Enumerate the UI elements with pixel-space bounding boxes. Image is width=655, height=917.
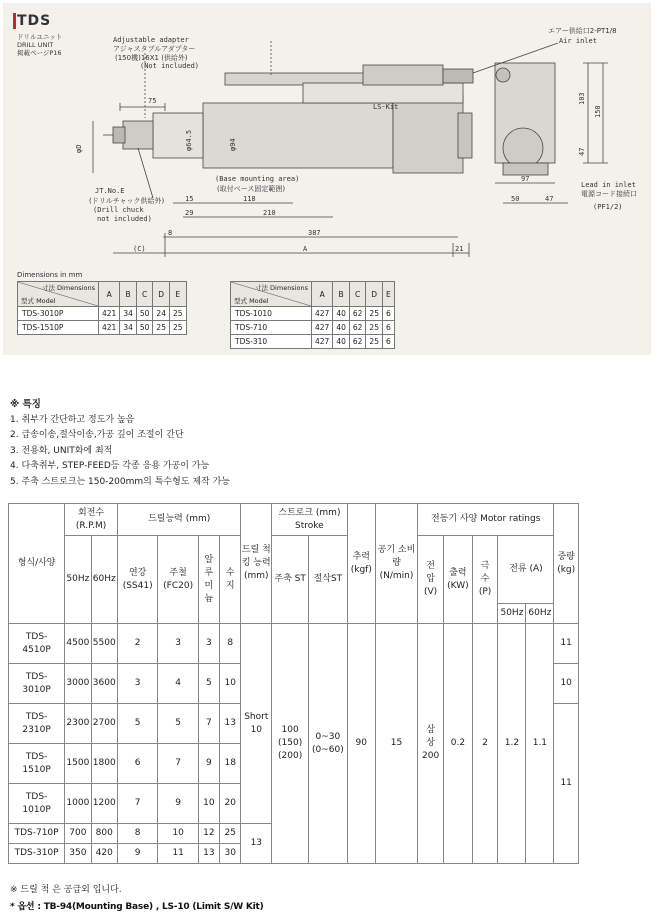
dim-a: A (303, 245, 308, 253)
rpm-50-cell: 350 (65, 844, 91, 864)
rpm-50-cell: 700 (65, 824, 91, 844)
rpm-50-cell: 4500 (65, 624, 91, 664)
cast-cell: 11 (158, 844, 198, 864)
lead-inlet-spec: (PF1/2) (593, 203, 623, 211)
weight-cell: 11 (554, 624, 579, 664)
voltage-cell: 삼상 200 (418, 624, 444, 864)
chuck-13-cell: 13 (241, 824, 272, 864)
steel-cell: 7 (117, 784, 157, 824)
header-thrust: 추력 (kgf) (347, 504, 375, 624)
model-cell: TDS-1010 (231, 307, 312, 321)
rpm-50-cell: 2300 (65, 704, 91, 744)
chuck-jp: (ドリルチャック供給外) (89, 197, 165, 205)
unit-head (393, 95, 463, 173)
base-area-en: (Base mounting area) (215, 175, 300, 183)
chuck-short-cell: Short 10 (241, 624, 272, 824)
rpm-60-cell: 5500 (91, 624, 117, 664)
corner-bottom: 型式 Model (234, 297, 269, 305)
corner-top: 寸法 Dimensions (41, 284, 95, 292)
air-cell: 15 (375, 624, 417, 864)
weight-cell: 10 (554, 664, 579, 704)
current-50-cell: 1.2 (498, 624, 526, 864)
header-cast-iron: 주철 (FC20) (158, 536, 198, 624)
rpm-60-cell: 2700 (91, 704, 117, 744)
header-output: 출력 (KW) (444, 536, 472, 624)
thrust-cell: 90 (347, 624, 375, 864)
output-cell: 0.2 (444, 624, 472, 864)
dim-47-vertical: 47 (578, 147, 586, 156)
value-cell: 421 (99, 307, 120, 321)
resin-cell: 30 (219, 844, 241, 864)
spec-table (8, 503, 579, 864)
steel-cell: 8 (117, 824, 157, 844)
rpm-60-cell: 1800 (91, 744, 117, 784)
adapter-note: (Not included) (140, 62, 200, 70)
cast-cell: 7 (158, 744, 198, 784)
header-60hz: 60Hz (91, 536, 117, 624)
model-cell: TDS-2310P (9, 704, 65, 744)
model-cell: TDS-1010P (9, 784, 65, 824)
value-cell: 50 (136, 321, 153, 335)
value-cell: 34 (120, 307, 137, 321)
cut-st-cell: 0~30 (0~60) (309, 624, 347, 864)
value-cell: 25 (169, 321, 186, 335)
dim-97: 97 (521, 175, 530, 183)
chuck-en2: not included) (97, 215, 152, 223)
cast-cell: 9 (158, 784, 198, 824)
header-model: 형식/사양 (9, 504, 65, 624)
dimension-table-right (230, 281, 395, 349)
header-steel: 연강 (SS41) (117, 536, 157, 624)
features-section (10, 397, 230, 490)
resin-cell: 13 (219, 704, 241, 744)
header-cut-st: 절삭ST (309, 536, 347, 624)
header-stroke: 스트로크 (mm) Stroke (272, 504, 347, 536)
value-cell: 427 (312, 307, 333, 321)
value-cell: 427 (312, 321, 333, 335)
rpm-50-cell: 1500 (65, 744, 91, 784)
value-cell: 24 (153, 307, 170, 321)
value-cell: 25 (366, 321, 383, 335)
resin-cell: 25 (219, 824, 241, 844)
dim-75: 75 (148, 97, 157, 105)
dim-29: 29 (185, 209, 194, 217)
corner-cell (231, 282, 312, 307)
options-note: * 옵션 : TB-94(Mounting Base) , LS-10 (Limit S/W Kit) (10, 902, 264, 912)
alu-cell: 3 (198, 624, 219, 664)
dim-103: 103 (578, 92, 586, 105)
feature-item: 5. 주축 스트로크는 150-200mm의 특수형도 제작 가능 (10, 476, 230, 487)
header-motor: 전동기 사양 Motor ratings (418, 504, 554, 536)
resin-cell: 18 (219, 744, 241, 784)
dim-47-horizontal: 47 (545, 195, 554, 203)
header-chuck: 드릴 척킹 능력 (mm) (241, 504, 272, 624)
header-drill-capacity: 드릴능력 (mm) (117, 504, 241, 536)
feature-item: 2. 급송이송,절삭이송,가공 깊이 조절이 간단 (10, 430, 184, 440)
poles-cell: 2 (472, 624, 498, 864)
dim-8: 8 (168, 229, 173, 237)
header-resin: 수지 (219, 536, 241, 624)
chuck-note: ※ 드릴 척 은 공급외 입니다. (10, 885, 122, 895)
value-cell: 25 (169, 307, 186, 321)
alu-cell: 7 (198, 704, 219, 744)
dim-21: 21 (455, 245, 464, 253)
header-weight: 중량 (kg) (554, 504, 579, 624)
lead-inlet-en: Lead in inlet (581, 181, 636, 189)
rpm-60-cell: 3600 (91, 664, 117, 704)
value-cell: 6 (382, 335, 394, 349)
model-cell: TDS-3010P (9, 664, 65, 704)
corner-cell (18, 282, 99, 307)
alu-cell: 10 (198, 784, 219, 824)
model-cell: TDS-310 (231, 335, 312, 349)
ls-kit-label: LS-Kit (373, 103, 399, 111)
dim-150: 150 (594, 105, 602, 118)
chuck-en1: (Drill chuck (93, 206, 144, 214)
adapter-label-en: Adjustable adapter (113, 36, 189, 44)
dimensions-label: Dimensions in mm (17, 271, 83, 279)
drill-chuck (123, 121, 153, 149)
model-cell: TDS-3010P (18, 307, 99, 321)
base-area-jp: (取付ベース固定範囲) (217, 185, 286, 193)
value-cell: 427 (312, 335, 333, 349)
dim-phi-d: φD (75, 144, 83, 153)
value-cell: 25 (153, 321, 170, 335)
weight-cell: 11 (554, 704, 579, 864)
air-inlet-jp: エアー供給口2-PT1/8 (548, 27, 617, 35)
dim-15: 15 (185, 195, 194, 203)
value-cell: 25 (366, 335, 383, 349)
col-header: B (333, 282, 350, 307)
current-60-cell: 1.1 (526, 624, 554, 864)
table-row (231, 321, 395, 335)
resin-cell: 20 (219, 784, 241, 824)
value-cell: 34 (120, 321, 137, 335)
rpm-60-cell: 800 (91, 824, 117, 844)
drawing-title: TDS (17, 13, 52, 29)
model-cell: TDS-710 (231, 321, 312, 335)
title-accent-bar (13, 13, 16, 29)
cast-cell: 3 (158, 624, 198, 664)
cast-cell: 10 (158, 824, 198, 844)
model-cell: TDS-310P (9, 844, 65, 864)
rpm-60-cell: 1200 (91, 784, 117, 824)
steel-cell: 2 (117, 624, 157, 664)
header-current-60hz: 60Hz (526, 604, 554, 624)
corner-top: 寸法 Dimensions (254, 284, 308, 292)
model-cell: TDS-1510P (9, 744, 65, 784)
header-voltage: 전압 (V) (418, 536, 444, 624)
alu-cell: 13 (198, 844, 219, 864)
table-row (18, 321, 187, 335)
resin-cell: 10 (219, 664, 241, 704)
col-header: E (169, 282, 186, 307)
lead-inlet-jp: 電源コード接続口 (581, 190, 637, 198)
col-header: E (382, 282, 394, 307)
subtitle-en: DRILL UNIT (17, 41, 54, 49)
adapter-spec: (150機)16X1 (供給外) (115, 54, 188, 62)
model-cell: TDS-1510P (18, 321, 99, 335)
value-cell: 25 (366, 307, 383, 321)
col-header: D (366, 282, 383, 307)
resin-cell: 8 (219, 624, 241, 664)
col-header: C (349, 282, 366, 307)
rpm-50-cell: 1000 (65, 784, 91, 824)
col-header: A (99, 282, 120, 307)
dim-phi-64: φ64.5 (185, 129, 193, 151)
feature-item: 4. 다축취부, STEP-FEED등 각종 응용 가공이 가능 (10, 461, 210, 471)
air-inlet-en: Air inlet (559, 37, 597, 45)
unit-body (203, 103, 393, 168)
header-50hz: 50Hz (65, 536, 91, 624)
table-row (231, 307, 395, 321)
header-current: 전류 (A) (498, 536, 554, 604)
corner-bottom: 型式 Model (21, 297, 56, 305)
subtitle-jp: ドリルユニット (17, 33, 63, 41)
page-reference: 掲載ページP16 (17, 49, 62, 57)
header-poles: 극수 (P) (472, 536, 498, 624)
adapter-label-jp: アジャスタブルアダプター (113, 45, 196, 53)
alu-cell: 12 (198, 824, 219, 844)
header-air: 공기 소비량 (N/min) (375, 504, 417, 624)
main-st-cell: 100 (150) (200) (272, 624, 309, 864)
value-cell: 421 (99, 321, 120, 335)
cast-cell: 5 (158, 704, 198, 744)
value-cell: 62 (349, 307, 366, 321)
dimension-table-left (17, 281, 187, 335)
dim-phi-94: φ94 (229, 138, 237, 151)
table-row (18, 307, 187, 321)
feature-item: 3. 전용화, UNIT화에 최적 (10, 445, 113, 456)
dim-c: (C) (133, 245, 146, 253)
value-cell: 40 (333, 321, 350, 335)
steel-cell: 5 (117, 704, 157, 744)
dim-387: 387 (308, 229, 321, 237)
rpm-50-cell: 3000 (65, 664, 91, 704)
header-main-st: 주축 ST (272, 536, 309, 624)
model-cell: TDS-4510P (9, 624, 65, 664)
col-header: C (136, 282, 153, 307)
header-current-50hz: 50Hz (498, 604, 526, 624)
alu-cell: 5 (198, 664, 219, 704)
drawing-panel (3, 3, 651, 355)
value-cell: 50 (136, 307, 153, 321)
col-header: D (153, 282, 170, 307)
chuck-title: JT.No.E (95, 187, 125, 195)
steel-cell: 9 (117, 844, 157, 864)
value-cell: 62 (349, 321, 366, 335)
value-cell: 40 (333, 307, 350, 321)
alu-cell: 9 (198, 744, 219, 784)
features-heading: ※ 특징 (10, 399, 41, 410)
cast-cell: 4 (158, 664, 198, 704)
col-header: A (312, 282, 333, 307)
feature-item: 1. 취부가 간단하고 정도가 높음 (10, 414, 135, 425)
dim-210: 210 (263, 209, 276, 217)
header-rpm: 회전수 (R.P.M) (65, 504, 118, 536)
value-cell: 62 (349, 335, 366, 349)
dim-50: 50 (511, 195, 520, 203)
value-cell: 6 (382, 307, 394, 321)
value-cell: 40 (333, 335, 350, 349)
header-aluminum: 알루미늄 (198, 536, 219, 624)
steel-cell: 3 (117, 664, 157, 704)
table-row (9, 624, 579, 664)
value-cell: 6 (382, 321, 394, 335)
dim-118: 118 (243, 195, 256, 203)
table-row (231, 335, 395, 349)
rpm-60-cell: 420 (91, 844, 117, 864)
steel-cell: 6 (117, 744, 157, 784)
model-cell: TDS-710P (9, 824, 65, 844)
col-header: B (120, 282, 137, 307)
